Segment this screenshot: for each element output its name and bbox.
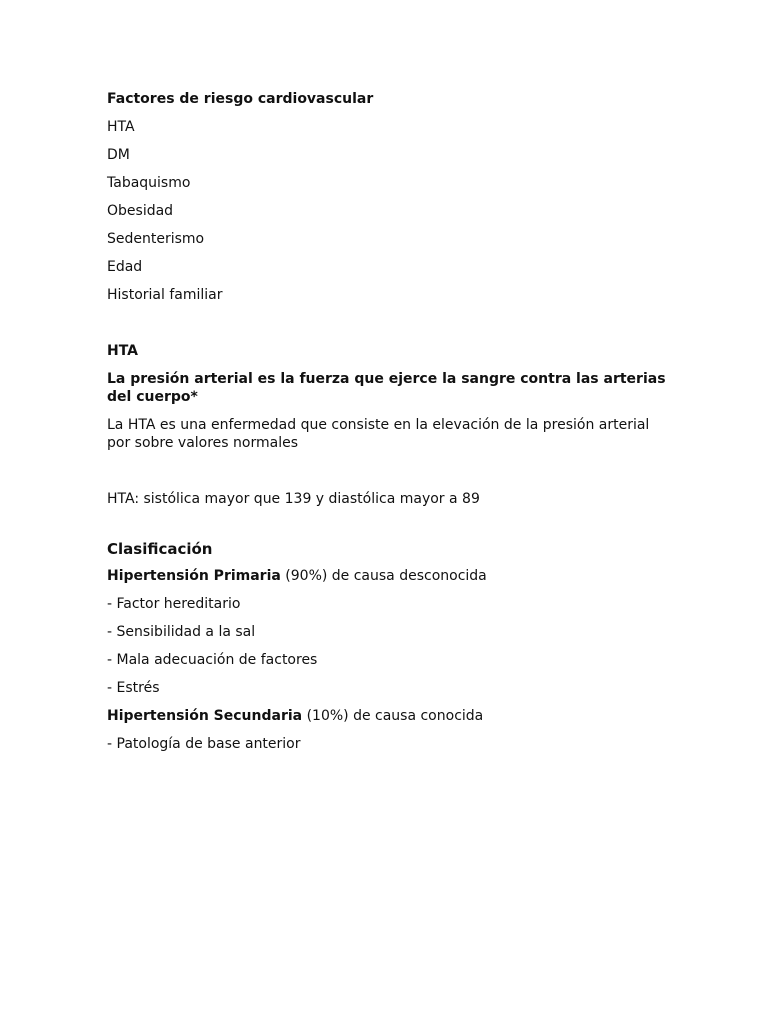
section-title-hta: HTA [107, 343, 139, 359]
list-item: - Estrés [107, 680, 160, 696]
list-item: - Sensibilidad a la sal [107, 624, 256, 640]
list-item: - Factor hereditario [107, 596, 241, 612]
document-content [107, 90, 667, 753]
list-item: HTA [107, 119, 135, 135]
list-item: DM [107, 147, 130, 163]
list-item: - Patología de base anterior [107, 736, 301, 752]
list-item: Edad [107, 259, 143, 275]
list-item: Obesidad [107, 203, 174, 219]
secondary-hypertension-line [107, 707, 667, 725]
secondary-hypertension-label: Hipertensión Secundaria [107, 708, 303, 724]
list-item: Sedenterismo [107, 231, 205, 247]
definition-bold-text: La presión arterial es la fuerza que ejerce la sangre contra las arterias del cuerpo* [107, 371, 666, 405]
secondary-hypertension-text: (10%) de causa conocida [302, 708, 484, 724]
section-title-classification: Clasificación [107, 540, 213, 558]
primary-hypertension-label: Hipertensión Primaria [107, 568, 281, 584]
list-item: Historial familiar [107, 287, 223, 303]
criteria-text: HTA: sistólica mayor que 139 y diastólica mayor a 89 [107, 491, 480, 507]
definition-text: La HTA es una enfermedad que consiste en la elevación de la presión arterial por sobre valores normales [107, 417, 650, 451]
list-item: - Mala adecuación de factores [107, 652, 318, 668]
primary-hypertension-text: (90%) de causa desconocida [280, 568, 487, 584]
section-title-risk-factors: Factores de riesgo cardiovascular [107, 91, 374, 107]
list-item: Tabaquismo [107, 175, 191, 191]
primary-hypertension-line [107, 567, 667, 585]
